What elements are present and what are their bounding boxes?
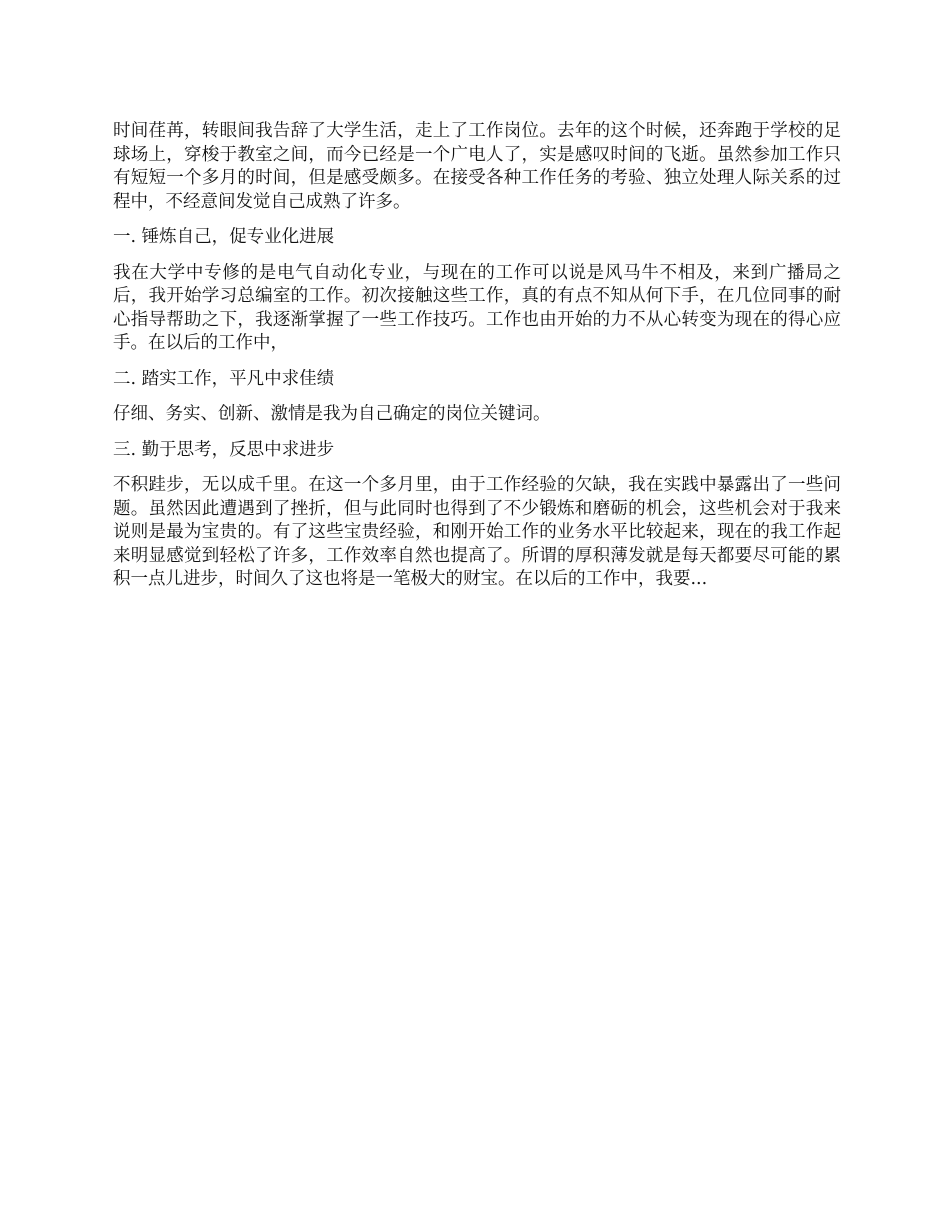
section-heading-3: 三. 勤于思考，反思中求进步 xyxy=(113,439,335,460)
section-heading-1: 一. 锤炼自己，促专业化进展 xyxy=(113,227,335,247)
section-3-paragraph: 不积跬步，无以成千里。在这一个多月里，由于工作经验的欠缺，我在实践中暴露出了一些问题。虽然因此遭遇到了挫折，但与此同时也得到了不少锻炼和磨砺的机会，这些机会对于我来说则是最为宝贵的。有了这些宝贵经验，和刚开始工作的业务水平比较起来，现在的我工作起来明显感觉到轻松了许多，工作效率自然也提高了。所谓的厚积薄发就是每天都要尽可能的累积一点儿进步，时间久了这也将是一笔极大的财宝。在以后的工作中，我要... xyxy=(113,475,841,589)
section-2-paragraph: 仔细、务实、创新、激情是我为自己确定的岗位关键词。 xyxy=(113,404,551,424)
section-1-paragraph: 我在大学中专修的是电气自动化专业，与现在的工作可以说是风马牛不相及，来到广播局之后，我开始学习总编室的工作。初次接触这些工作，真的有点不知从何下手，在几位同事的耐心指导帮助之下，我逐渐掌握了一些工作技巧。工作也由开始的力不从心转变为现在的得心应手。在以后的工作中， xyxy=(113,262,841,353)
document-body xyxy=(113,120,841,604)
intro-paragraph: 时间荏苒，转眼间我告辞了大学生活，走上了工作岗位。去年的这个时候，还奔跑于学校的足球场上，穿梭于教室之间，而今已经是一个广电人了，实是感叹时间的飞逝。虽然参加工作只有短短一个多月的时间，但是感受颇多。在接受各种工作任务的考验、独立处理人际关系的过程中，不经意间发觉自己成熟了许多。 xyxy=(113,121,841,212)
section-heading-2: 二. 踏实工作，平凡中求佳绩 xyxy=(113,368,335,389)
